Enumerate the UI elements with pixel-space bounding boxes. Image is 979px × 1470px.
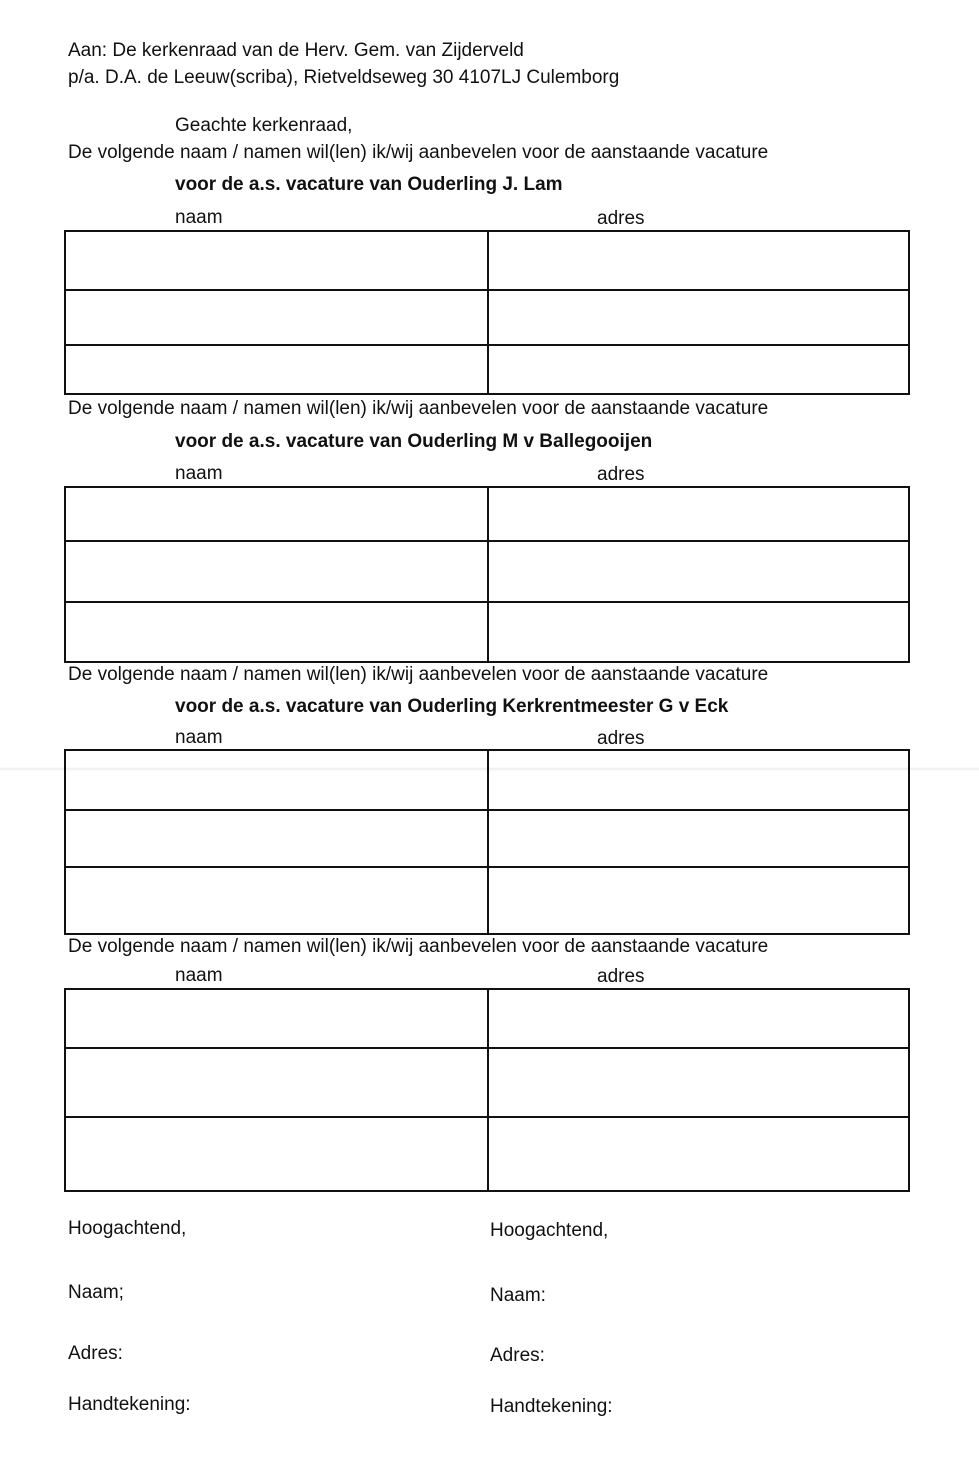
- name-cell[interactable]: [66, 488, 487, 540]
- vacancy-title: voor de a.s. vacature van Ouderling Kerkrentmeester G v Eck: [175, 696, 729, 717]
- signature-label-left: Handtekening:: [68, 1394, 191, 1415]
- section-intro: De volgende naam / namen wil(len) ik/wij aanbevelen voor de aanstaande vacature: [68, 398, 769, 419]
- name-cell[interactable]: [66, 868, 487, 933]
- recommendation-table: [64, 749, 910, 935]
- vacancy-title: voor de a.s. vacature van Ouderling J. Lam: [175, 174, 563, 195]
- address-cell[interactable]: [489, 488, 908, 540]
- name-label-right: Naam:: [490, 1285, 546, 1306]
- name-cell[interactable]: [66, 291, 487, 344]
- name-cell[interactable]: [66, 811, 487, 866]
- address-cell[interactable]: [489, 291, 908, 344]
- address-label-left: Adres:: [68, 1343, 123, 1364]
- section-intro: De volgende naam / namen wil(len) ik/wij aanbevelen voor de aanstaande vacature: [68, 936, 769, 957]
- recipient-address-line: p/a. D.A. de Leeuw(scriba), Rietveldseweg 30 4107LJ Culemborg: [68, 67, 620, 88]
- address-cell[interactable]: [489, 1049, 908, 1116]
- address-cell[interactable]: [489, 990, 908, 1047]
- column-header-name: naam: [175, 207, 223, 228]
- column-header-address: adres: [597, 728, 645, 749]
- recommendation-table: [64, 230, 910, 395]
- name-cell[interactable]: [66, 346, 487, 393]
- name-cell[interactable]: [66, 232, 487, 289]
- section-intro: De volgende naam / namen wil(len) ik/wij aanbevelen voor de aanstaande vacature: [68, 142, 769, 163]
- address-cell[interactable]: [489, 868, 908, 933]
- address-label-right: Adres:: [490, 1345, 545, 1366]
- address-cell[interactable]: [489, 542, 908, 601]
- column-header-name: naam: [175, 727, 223, 748]
- name-cell[interactable]: [66, 603, 487, 661]
- vacancy-title: voor de a.s. vacature van Ouderling M v Ballegooijen: [175, 431, 653, 452]
- section-intro: De volgende naam / namen wil(len) ik/wij aanbevelen voor de aanstaande vacature: [68, 664, 769, 685]
- salutation: Geachte kerkenraad,: [175, 115, 353, 136]
- address-cell[interactable]: [489, 1118, 908, 1190]
- column-header-address: adres: [597, 464, 645, 485]
- recipient-line: Aan: De kerkenraad van de Herv. Gem. van Zijderveld: [68, 40, 524, 61]
- recommendation-table: [64, 988, 910, 1192]
- name-cell[interactable]: [66, 1118, 487, 1190]
- recommendation-table: [64, 486, 910, 663]
- column-header-address: adres: [597, 208, 645, 229]
- closing-right: Hoogachtend,: [490, 1220, 609, 1241]
- signature-label-right: Handtekening:: [490, 1396, 613, 1417]
- address-cell[interactable]: [489, 811, 908, 866]
- address-cell[interactable]: [489, 232, 908, 289]
- name-label-left: Naam;: [68, 1282, 124, 1303]
- address-cell[interactable]: [489, 603, 908, 661]
- name-cell[interactable]: [66, 542, 487, 601]
- column-header-name: naam: [175, 965, 223, 986]
- name-cell[interactable]: [66, 1049, 487, 1116]
- name-cell[interactable]: [66, 751, 487, 809]
- column-header-address: adres: [597, 966, 645, 987]
- column-header-name: naam: [175, 463, 223, 484]
- name-cell[interactable]: [66, 990, 487, 1047]
- address-cell[interactable]: [489, 751, 908, 809]
- closing-left: Hoogachtend,: [68, 1218, 187, 1239]
- address-cell[interactable]: [489, 346, 908, 393]
